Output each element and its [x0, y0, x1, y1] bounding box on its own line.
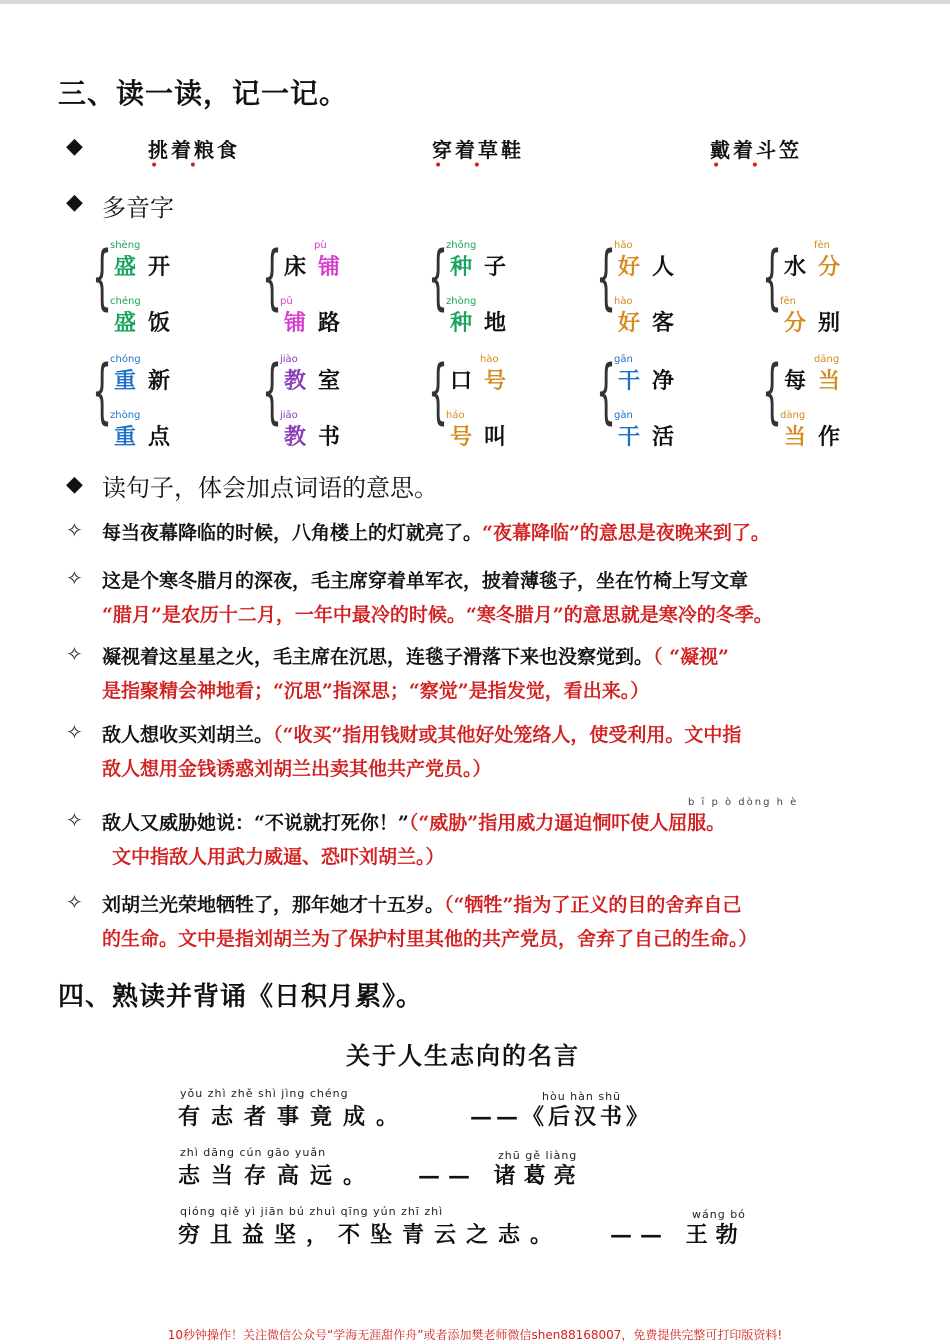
word-char: 别 [818, 310, 841, 336]
polyphone-char: 铺 [284, 310, 307, 336]
word-char: 子 [484, 254, 507, 280]
word-char: 叫 [484, 424, 507, 450]
word-char: 新 [148, 368, 171, 394]
polyphone-char: 教 [284, 368, 307, 394]
quote-pinyin: zhì dāng cún gāo yuǎn [180, 1146, 327, 1159]
pinyin-label: pù [314, 240, 327, 251]
sentence-line [102, 890, 741, 917]
polyphone-char: 种 [450, 310, 473, 336]
pinyin-label: zhǒng [446, 240, 477, 251]
sentence-line [102, 720, 741, 747]
sentence-line [102, 566, 748, 593]
word-char: 水 [784, 254, 807, 280]
explanation-text: “夜幕降临”的意思是夜晚来到了。 [482, 522, 770, 544]
quote-text: 志当存高远。 [178, 1163, 377, 1189]
sentence-line [102, 518, 770, 545]
polyphone-char: 分 [818, 254, 841, 280]
polyphone-char: 好 [618, 254, 641, 280]
pinyin-label: gàn [614, 410, 633, 421]
pinyin-label: dàng [780, 410, 806, 421]
explanation-text: （ “凝视” [653, 646, 729, 668]
top-border [0, 0, 950, 4]
brace-icon: { [762, 236, 783, 318]
sentence-text: 刘胡兰光荣地牺牲了，那年她才十五岁。 [102, 894, 445, 916]
pinyin-label: chóng [110, 354, 141, 365]
pinyin-label: pū [280, 296, 293, 307]
polyphone-char: 盛 [114, 310, 137, 336]
brace-icon: { [262, 350, 283, 432]
word-char: 客 [652, 310, 675, 336]
pinyin-label: zhòng [446, 296, 477, 307]
polyphone-char: 教 [284, 424, 307, 450]
word-char: 口 [450, 368, 473, 394]
sparkle-icon: ✧ [66, 720, 83, 744]
word-char: 床 [284, 254, 307, 280]
quote-pinyin: qióng qiě yì jiān bú zhuì qīng yún zhī zhì [180, 1205, 444, 1218]
sentence-line [112, 842, 445, 869]
word-char: 地 [484, 310, 507, 336]
word-char: 作 [818, 424, 841, 450]
word-char: 室 [318, 368, 341, 394]
word-char: 开 [148, 254, 171, 280]
pinyin-label: jiāo [280, 410, 298, 421]
word-char: 点 [148, 424, 171, 450]
pinyin-label: zhòng [110, 410, 141, 421]
brace-icon: { [92, 350, 113, 432]
pinyin-label: chéng [110, 296, 141, 307]
pinyin-label: háo [446, 410, 465, 421]
brace-icon: { [428, 236, 449, 318]
phrase-3: 戴着斗笠 [710, 138, 802, 162]
word-char: 每 [784, 368, 807, 394]
sentence-line [102, 924, 758, 951]
quote-text: 穷且益坚，不坠青云之志。 [178, 1222, 563, 1248]
phrase-2: 穿着草鞋 [432, 138, 524, 162]
explanation-text: 敌人想用金钱诱惑刘胡兰出卖其他共产党员。） [102, 758, 492, 780]
sentence-text: 每当夜幕降临的时候，八角楼上的灯就亮了。 [102, 522, 483, 544]
quote-source: —— 诸葛亮 [418, 1163, 584, 1189]
sentence-line [102, 600, 773, 627]
emphasis-dots: • • [434, 158, 494, 174]
explanation-text: 文中指敌人用武力威逼、恐吓刘胡兰。） [112, 846, 445, 868]
emphasis-dots: • • [150, 158, 210, 174]
emphasis-dots: • • [712, 158, 772, 174]
sentence-line [102, 808, 725, 835]
word-char: 书 [318, 424, 341, 450]
sparkle-icon: ✧ [66, 890, 83, 914]
explanation-text: 的生命。文中是指刘胡兰为了保护村里其他的共产党员，舍弃了自己的生命。） [102, 928, 758, 950]
explanation-text: “腊月”是农历十二月，一年中最冷的时候。“寒冬腊月”的意思就是寒冷的冬季。 [102, 604, 773, 626]
quote-source-pinyin: hòu hàn shū [542, 1090, 622, 1103]
polyphone-char: 当 [784, 424, 807, 450]
word-char: 人 [652, 254, 675, 280]
pinyin-label: gān [614, 354, 633, 365]
section4-heading: 四、熟读并背诵《日积月累》。 [58, 982, 424, 1012]
sentence-text: 凝视着这星星之火，毛主席在沉思，连毯子滑落下来也没察觉到。 [102, 646, 654, 668]
polyphone-char: 分 [784, 310, 807, 336]
pinyin-label: fèn [814, 240, 831, 251]
polyphone-char: 当 [818, 368, 841, 394]
polyphone-char: 重 [114, 368, 137, 394]
bullet-icon: ◆ [66, 190, 83, 215]
pinyin-label: dāng [814, 354, 840, 365]
sparkle-icon: ✧ [66, 566, 83, 590]
sparkle-icon: ✧ [66, 808, 83, 832]
brace-icon: { [762, 350, 783, 432]
footer-note: 10秒钟操作！关注微信公众号“学海无涯甜作舟”或者添加樊老师微信shen88168007，免费提供完整可打印版资料! [167, 1328, 783, 1342]
brace-icon: { [596, 236, 617, 318]
explanation-text: （“威胁”指用威力逼迫恫吓使人屈服。 [408, 812, 726, 834]
polyphone-char: 铺 [318, 254, 341, 280]
polyphone-char: 干 [618, 424, 641, 450]
sparkle-icon: ✧ [66, 642, 83, 666]
brace-icon: { [92, 236, 113, 318]
word-char: 活 [652, 424, 675, 450]
sentence-text: 敌人又威胁她说：“不说就打死你！” [102, 812, 409, 834]
brace-icon: { [596, 350, 617, 432]
polyphone-char: 好 [618, 310, 641, 336]
polyphone-char: 种 [450, 254, 473, 280]
pinyin-label: shèng [110, 240, 141, 251]
quote-title: 关于人生志向的名言 [346, 1041, 580, 1070]
quote-text: 有志者事竟成。 [178, 1104, 410, 1130]
read-sentences-title: 读句子，体会加点词语的意思。 [102, 474, 438, 502]
quote-source-pinyin: wáng bó [692, 1208, 746, 1221]
pinyin-note: b ī p ò dòng h è [688, 797, 799, 808]
pinyin-label: hǎo [614, 240, 633, 251]
bullet-icon: ◆ [66, 134, 83, 159]
quote-source: ——《后汉书》 [470, 1104, 653, 1130]
word-char: 饭 [148, 310, 171, 336]
polyphone-title: 多音字 [102, 194, 174, 222]
polyphone-char: 号 [450, 424, 473, 450]
pinyin-label: hào [480, 354, 499, 365]
bullet-icon: ◆ [66, 472, 83, 497]
word-char: 路 [318, 310, 341, 336]
polyphone-char: 干 [618, 368, 641, 394]
quote-pinyin: yǒu zhì zhě shì jìng chéng [180, 1087, 349, 1100]
explanation-text: （“牺牲”指为了正义的目的舍弃自己 [444, 894, 742, 916]
explanation-text: （“收买”指用钱财或其他好处笼络人，使受利用。文中指 [273, 724, 742, 746]
pinyin-label: fēn [780, 296, 797, 307]
sparkle-icon: ✧ [66, 518, 83, 542]
word-char: 净 [652, 368, 675, 394]
brace-icon: { [428, 350, 449, 432]
sentence-line [102, 642, 729, 669]
pinyin-label: jiào [280, 354, 298, 365]
explanation-text: 是指聚精会神地看；“沉思”指深思；“察觉”是指发觉，看出来。） [102, 680, 650, 702]
brace-icon: { [262, 236, 283, 318]
polyphone-char: 盛 [114, 254, 137, 280]
sentence-line [102, 754, 492, 781]
polyphone-char: 重 [114, 424, 137, 450]
phrase-1: 挑着粮食 [148, 138, 240, 162]
quote-source-pinyin: zhū gě liàng [498, 1149, 578, 1162]
quote-source: —— 王勃 [610, 1222, 746, 1248]
polyphone-char: 号 [484, 368, 507, 394]
sentence-text: 敌人想收买刘胡兰。 [102, 724, 274, 746]
sentence-text: 这是个寒冬腊月的深夜，毛主席穿着单军衣，披着薄毯子，坐在竹椅上写文章 [102, 570, 749, 592]
pinyin-label: hào [614, 296, 633, 307]
section3-heading: 三、读一读，记一记。 [58, 77, 349, 110]
sentence-line [102, 676, 649, 703]
